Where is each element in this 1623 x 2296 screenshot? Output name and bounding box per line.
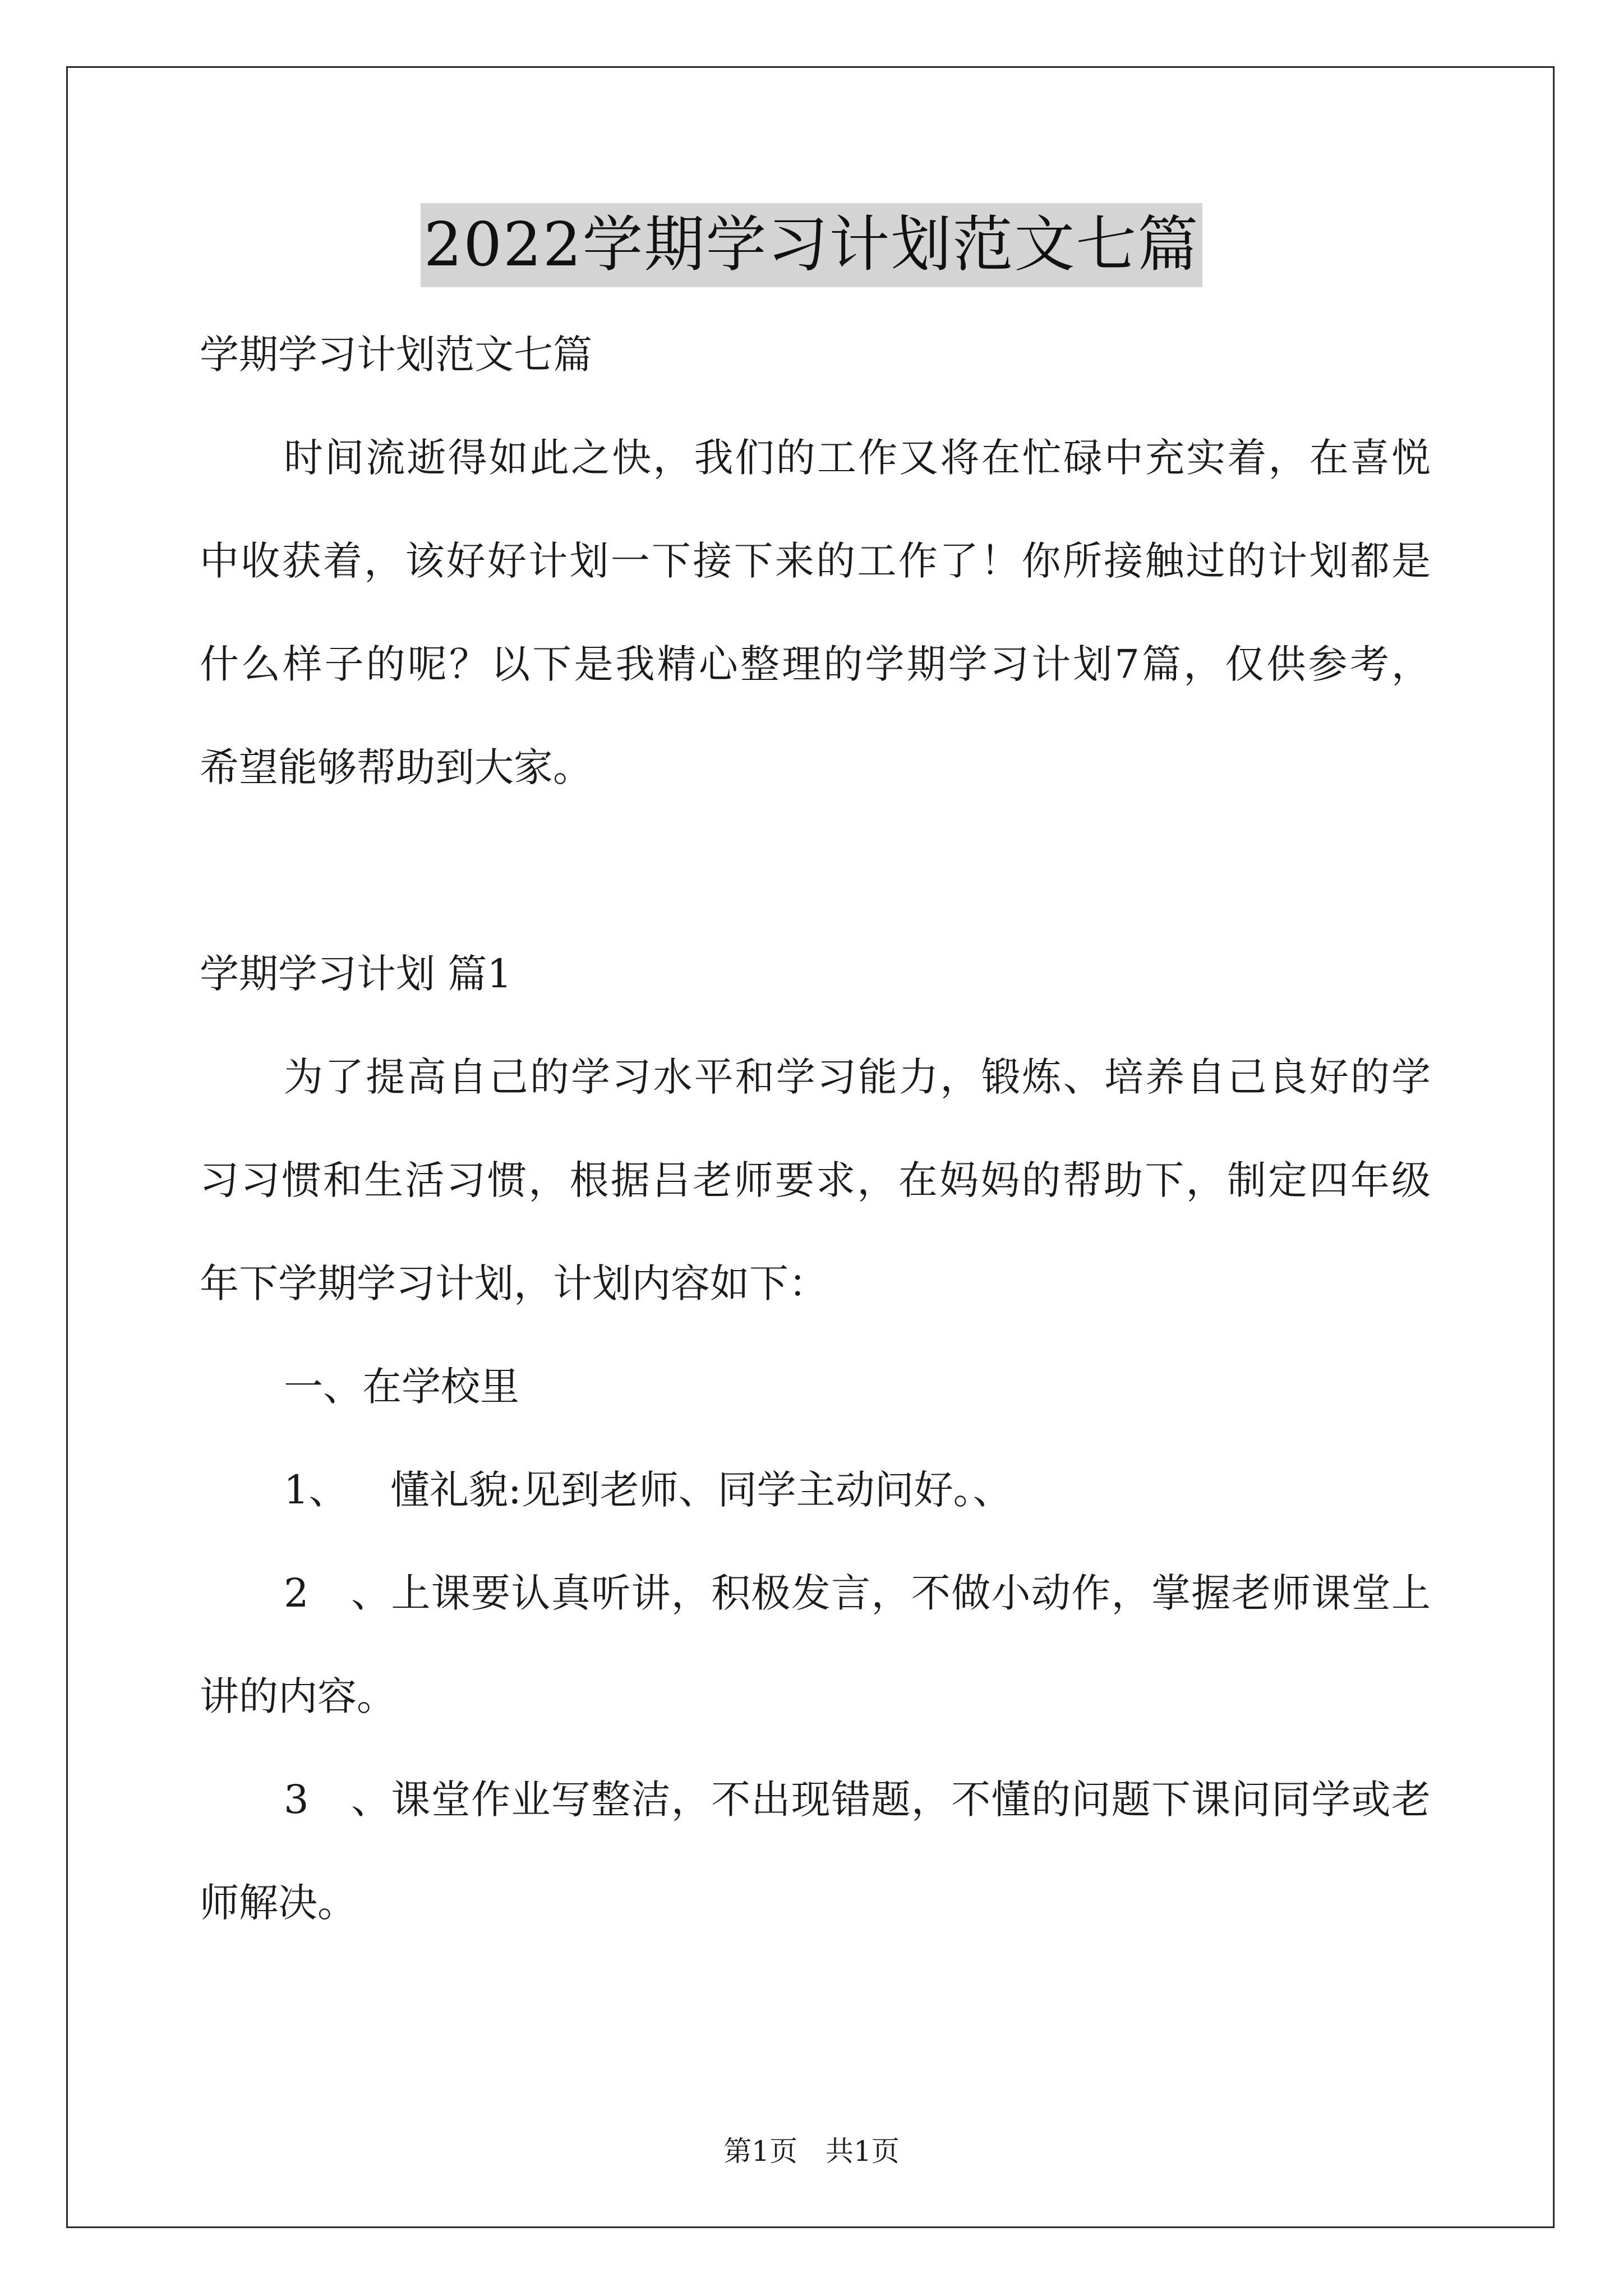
subheading: 一、在学校里 [284,1364,519,1410]
list-item-2 [200,1542,1431,1645]
section-heading: 学期学习计划 篇1 [200,951,512,997]
title-container [0,203,1623,287]
list-item-2-continuation: 讲的内容。 [200,1673,396,1719]
list-item-text: 课堂作业写整洁，不出现错题，不懂的问题下课问同学或老 [390,1777,1431,1823]
subtitle: 学期学习计划范文七篇 [200,332,592,378]
list-item-3-continuation: 师解决。 [200,1880,357,1926]
intro-line-2: 中收获着，该好好计划一下接下来的工作了！你所接触过的计划都是 [200,538,1431,584]
page-number: 第1页 [723,2135,797,2168]
list-item-1 [200,1438,1431,1542]
section-para-line-1: 为了提高自己的学习水平和学习能力，锻炼、培养自己良好的学 [284,1054,1431,1100]
list-item-number: 2、 [284,1570,390,1616]
list-item-text: 上课要认真听讲，积极发言，不做小动作，掌握老师课堂上 [390,1570,1431,1616]
list-item-number: 1、 [284,1467,348,1513]
document-body [200,303,1431,1954]
document-title: 2022学期学习计划范文七篇 [421,203,1203,287]
page-total: 共1页 [826,2135,900,2168]
list-item-3 [200,1748,1431,1851]
page-footer [0,2129,1623,2169]
list-item-text: 懂礼貌:见到老师、同学主动问好。、 [390,1467,1012,1513]
list-item-number: 3、 [284,1777,390,1823]
intro-line-4: 希望能够帮助到大家。 [200,744,592,790]
intro-line-3: 什么样子的呢？以下是我精心整理的学期学习计划7篇，仅供参考， [200,641,1431,687]
section-para-line-2: 习习惯和生活习惯，根据吕老师要求，在妈妈的帮助下，制定四年级 [200,1157,1431,1203]
intro-line-1: 时间流逝得如此之快，我们的工作又将在忙碌中充实着，在喜悦 [284,435,1431,481]
section-para-line-3: 年下学期学习计划，计划内容如下： [200,1260,828,1306]
